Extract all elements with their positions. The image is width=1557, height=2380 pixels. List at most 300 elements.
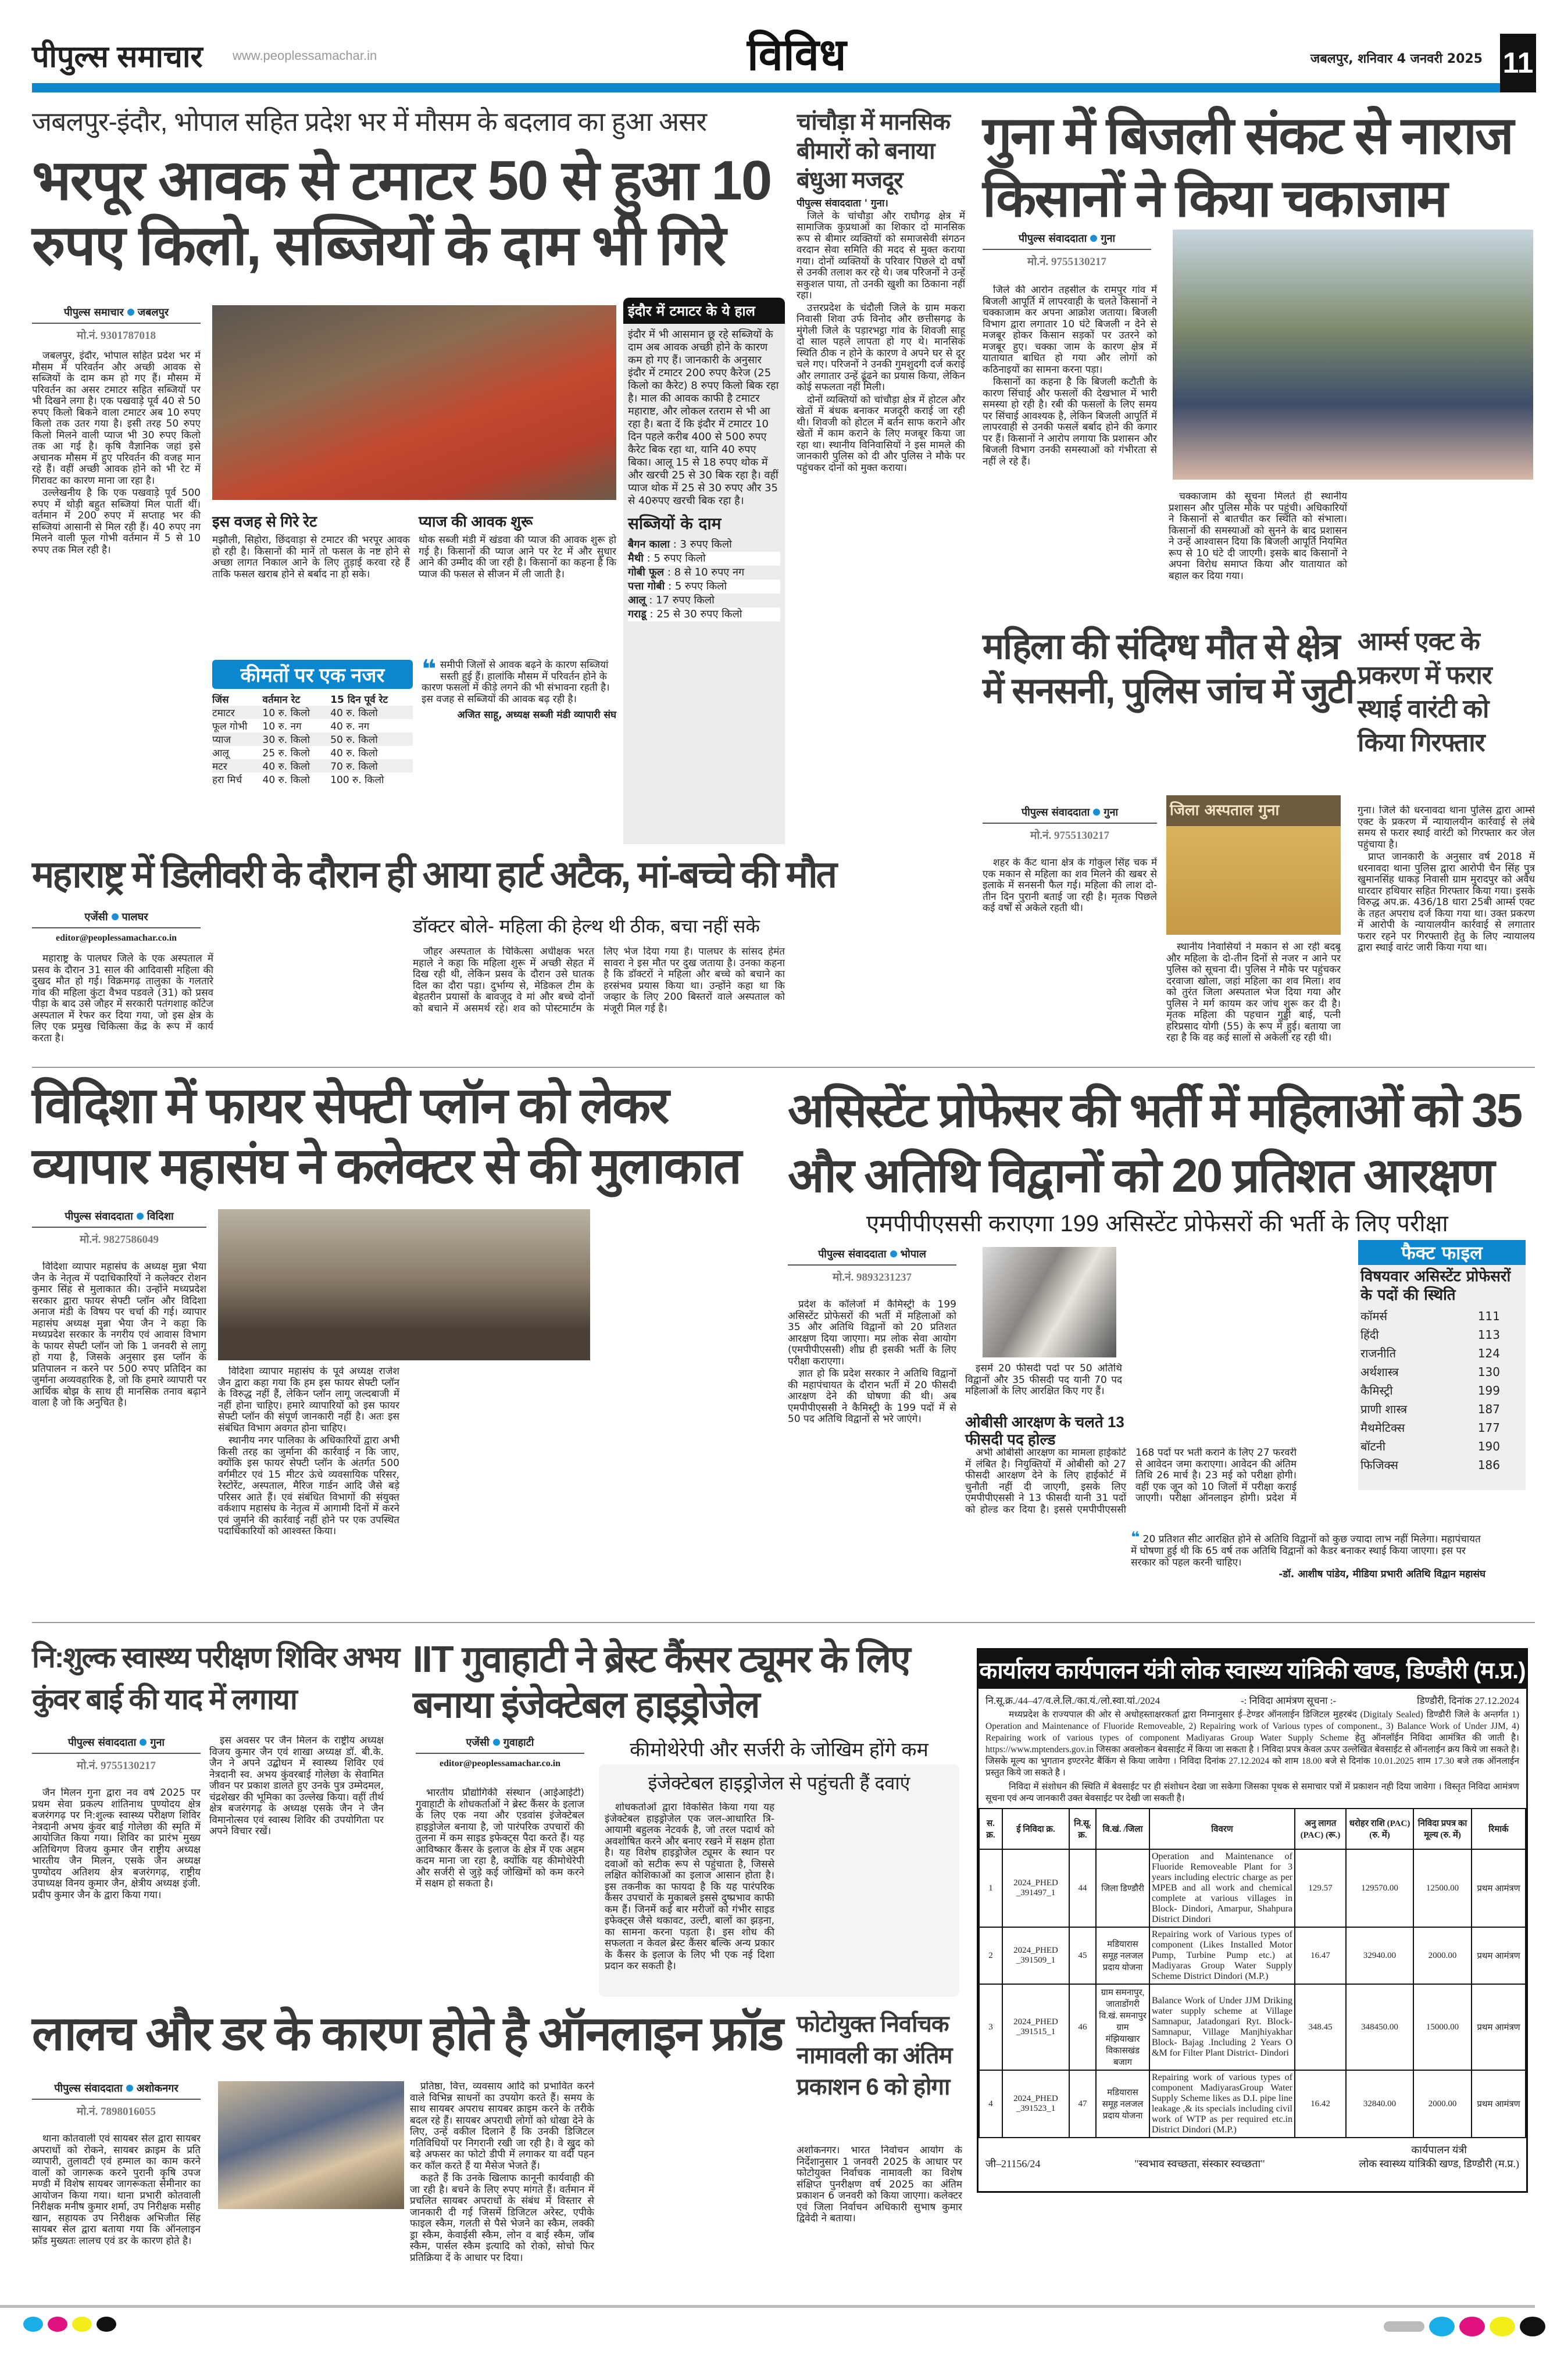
article-body — [32, 1788, 201, 1994]
item-price: : 3 रुपए किलो — [673, 538, 732, 551]
post-count: 130 — [1477, 1365, 1500, 1379]
paragraph: विदिशा व्यापार महासंघ के पूर्व अध्यक्ष राजेश जैन द्वारा कहा गया कि हम इस फायर सेफ्टी प्लॉन के विरुद्ध नहीं हैं, लेकिन प्लॉन लागू जल्दबाजी में नहीं होना चाहिए। हमारे व्यापारियों को इस फायर सेफ्टी प्लॉन की संपूर्ण जानकारी नहीं है। अतः इस संबंधित विभाग अवगत होना चाहिए। — [218, 1366, 399, 1434]
table-row — [212, 746, 413, 759]
table-header — [212, 692, 413, 706]
black-swatch — [1520, 2317, 1545, 2336]
fact-file — [1358, 1240, 1526, 1490]
paragraph: गुना। जिले की धरनावदा थाना पुलिस द्वारा आर्म्स एक्ट के प्रकरण में न्यायालयीन कार्रवाई से लंबे समय से फरार स्थाई वारंटी को गिरफ्तार कर जेल पहुंचाया है। — [1358, 805, 1535, 850]
cell: 129570.00 — [1346, 1849, 1413, 1927]
magenta-swatch — [48, 2317, 67, 2332]
cell: मटर — [212, 761, 227, 773]
price-table-title: कीमतों पर एक नजर — [212, 660, 413, 689]
price-table — [212, 692, 413, 786]
item-price: : 5 रुपए किलो — [647, 552, 706, 564]
item-name: गोबी फूल — [628, 566, 665, 578]
bullet-icon — [140, 1739, 147, 1746]
guna-byline-block — [983, 231, 1151, 269]
column-header: वि.खं. /जिला — [1096, 1809, 1149, 1849]
cell: 50 रु. किलो — [330, 734, 378, 746]
byline-source: पीपुल्स संवाददाता — [65, 1210, 133, 1223]
post-count: 199 — [1477, 1384, 1500, 1398]
list-item — [1360, 1381, 1523, 1400]
table-row — [979, 1984, 1526, 2070]
cell: 32940.00 — [1346, 1927, 1413, 1984]
byline-place: गुना — [1104, 806, 1119, 819]
list-item — [628, 594, 780, 607]
vidisha-headline: विदिशा में फायर सेफ्टी प्लॉन को लेकर व्यापार महासंघ ने कलेक्टर से की मुलाकात — [32, 1078, 740, 1194]
cell: प्रथम आमंत्रण — [1472, 2070, 1526, 2138]
guna-headline: गुना में बिजली संकट से नाराज किसानों ने किया चकाजाम — [983, 107, 1512, 228]
section-divider — [32, 1622, 1535, 1623]
subheading: प्याज की आवक शुरू — [419, 513, 533, 530]
list-item — [1360, 1418, 1523, 1437]
article-body-continued — [1166, 942, 1341, 1058]
quote-author: -डॉ. आशीष पांडेय, मीडिया प्रभारी अतिथि विद्वान महासंघ — [1279, 1568, 1485, 1580]
description: Repairing work of various types of component MadiyarasGroup Water Supply Scheme likes as D.I. pipe line leakage ,& its specials including civil work of WTP as per required etc.in District Dindori (M.P.) — [1149, 2070, 1295, 2138]
cell: 40 रु. किलो — [262, 774, 310, 786]
bullet-icon — [127, 309, 134, 316]
notice-title: -: निविदा आमंत्रण सूचना :- — [1240, 1695, 1337, 1706]
column-header: धरोहर राशि (PAC) (रु. में) — [1346, 1809, 1413, 1849]
reason-section — [212, 507, 410, 580]
meeting-photo — [218, 1209, 590, 1360]
signatory — [1359, 2143, 1519, 2171]
cell: 129.57 — [1295, 1849, 1346, 1927]
cell: 45 — [1069, 1927, 1096, 1984]
price-table-box — [212, 660, 413, 786]
cell: 348450.00 — [1346, 1984, 1413, 2070]
subject: कैमिस्ट्री — [1360, 1384, 1393, 1398]
subject: प्राणी शास्त्र — [1360, 1402, 1408, 1416]
cell: प्रथम आमंत्रण — [1472, 1849, 1526, 1927]
article-body — [32, 1262, 206, 1610]
item-name: गराडू — [628, 608, 647, 620]
tender-notice-ad — [977, 1648, 1528, 2193]
paragraph: ज्ञात हो कि प्रदेश सरकार ने अतिथि विद्वानों की महापंचायत के दौरान भर्ती में 20 फीसदी आरक्षण देने की घोषणा की थी। अब एमपीपीएससी ने कैमिस्ट्री के 199 पदों में से 50 पद अतिथि विद्वानों से भरे जाएंगे। — [788, 1368, 956, 1425]
post-count: 124 — [1477, 1346, 1500, 1360]
article-body-continued — [1169, 491, 1535, 590]
section-title: विविध — [747, 30, 847, 80]
mahila-byline-block — [983, 805, 1157, 842]
cell: 40 रु. किलो — [330, 748, 378, 759]
paragraph: विदिशा व्यापार महासंघ के अध्यक्ष मुन्ना भैया जैन के नेतृत्व में पदाधिकारियों ने कलेक्टर रोशन कुमार सिंह से मुलाकात की। उन्होंने मध्यप्रदेश सरकार द्वारा फायर सेफ्टी प्लॉन और विदिशा अनाज मंडी के विषय पर चर्चा की गई। व्यापार महासंघ अध्यक्ष मुन्ना भैया जैन ने कहा कि मध्यप्रदेश सरकार के नगरीय एवं आवास विभाग के फायर सेफ्टी प्लॉन जो कि 1 जनवरी से लागू हो गया है, जिसके अनुसार इस प्लॉन के प्रतिपालन न करने पर 500 रुपए प्रतिदिन का जुर्माना अव्यवहारिक है, जो कि हमारे व्यापारी पर आर्थिक बोझ के साथ ही मानसिक तनाव बढ़ाने वाला है जो कि अनुचित है। — [32, 1262, 206, 1409]
byline-source: पीपुल्स संवाददाता — [818, 1248, 887, 1260]
list-item — [1360, 1344, 1523, 1363]
indore-sidebar — [623, 298, 785, 844]
article-body-continued — [209, 1735, 384, 1994]
email-link[interactable]: editor@peoplessamachar.co.in — [55, 933, 177, 943]
subsection-text: मझौली, सिहोरा, छिंदवाड़ा से टमाटर की भरपूर आवक हो रही है। किसानों की मानें तो फसल के नष्ट होने से अच्छा लागत निकाल आने के लिए तुड़ाई करवा रहे हैं ताकि फसल खराब होने से बर्बाद ना हो सके। — [212, 534, 410, 580]
list-item — [628, 552, 780, 566]
subject: कॉमर्स — [1360, 1309, 1388, 1323]
asst-prof-subhead: एमपीपीएससी कराएगा 199 असिस्टेंट प्रोफेसरों की भर्ती के लिए परीक्षा — [866, 1211, 1448, 1237]
byline-source: पीपुल्स समाचार — [63, 306, 124, 319]
email-link[interactable]: editor@peoplessamachar.co.in — [439, 1759, 561, 1768]
iit-box — [599, 1764, 959, 1997]
footer-rule — [0, 2305, 1535, 2308]
mobile-number: मो.नं. 7898016055 — [76, 2106, 156, 2118]
arms-headline: आर्म्स एक्ट के प्रकरण में फरार स्थाई वारंटी को किया गिरफ्तार — [1358, 627, 1492, 757]
mobile-number: मो.नं. 9301787018 — [76, 330, 156, 342]
paragraph: प्रतिष्ठा, वित्त, व्यवसाय आदि को प्रभावित करने वाले विभिन्न साधनों का उपयोग करते हैं। समय के साथ सायबर अपराध सायबर क्राइम करने के तरीके बदल रहे हैं। सायबर अपराधी लोगों को धोखा देने के लिए, उन्हें वकील दिलाने हैं कि उनकी डिजिटल गतिविधियों पर निगरानी रखी जा रही है। वे खुद को बड़े अफसर का फोटो डीपी में लगाकर या वर्दी पहन कर कॉल करते हैं या मैसेज भेजते हैं। — [410, 2081, 594, 2172]
byline-source: पीपुल्स संवाददाता — [1018, 233, 1087, 245]
section-divider — [32, 1067, 1535, 1068]
item-name: पत्ता गोबी — [628, 580, 665, 592]
bullet-icon — [493, 1739, 500, 1746]
fact-file-list — [1358, 1307, 1526, 1474]
post-count: 113 — [1477, 1328, 1500, 1342]
byline-place: अशोकनगर — [136, 2082, 178, 2095]
obc-subheading: ओबीसी आरक्षण के चलते 13 फीसदी पद होल्ड — [965, 1413, 1124, 1448]
tomato-market-photo — [212, 305, 616, 500]
paragraph: उत्तरप्रदेश के चंदौली जिले के ग्राम मकरा निवासी शिवा उर्फ विनोद और छत्तीसगढ़ के मुंगेली जिले के पड़ारभट्ठा गांव के शिवजी साहू दो साल पहले लापता हो गए थे। मानसिक स्थिति ठीक न होने के कारण वे अपने घर से दूर चले गए। परिजनों ने उनकी गुमशुदगी दर्ज कराई और लगातार उन्हें ढूंढने का प्रयास किया, लेकिन कोई सफलता नहीं मिली। — [797, 302, 965, 393]
tender-footer — [979, 2138, 1526, 2175]
list-item — [1360, 1325, 1523, 1344]
seminar-photo — [218, 2081, 404, 2209]
notice-date: डिण्डौरी, दिनांक 27.12.2024 — [1416, 1695, 1519, 1706]
byline — [32, 1735, 201, 1754]
byline — [416, 1735, 584, 1754]
veg-prices-list — [623, 538, 785, 621]
tender-ref-row — [979, 1689, 1526, 1708]
byline — [32, 910, 201, 928]
paragraph: जैन मिलन गुना द्वारा नव वर्ष 2025 पर प्रथम सेवा प्रकल्प शांतिनाथ पुण्योदय क्षेत्र बजरंगगढ़ पर नि:शुल्क स्वास्थ्य परीक्षण शिविर नेत्रदानी अभय कुंवर बाई गोलेछा की स्मृति में आयोजित किया गया। शिविर का प्रारंभ मुख्य अतिथिगण विजय कुमार जैन राष्ट्रीय अध्यक्ष भारतीय जैन मिलन, एसके जैन अध्यक्ष पुण्योदय अतिशय क्षेत्र बजरंगगढ़, राष्ट्रीय उपाध्यक्ष विनय कुमार जैन, क्षेत्रीय अध्यक्ष इंजी. प्रदीप कुमार जैन के द्वारा किया गया। — [32, 1788, 201, 1901]
byline: पीपुल्स संवाददाता ' गुना। — [797, 198, 888, 209]
cell: 40 रु. नग — [330, 721, 370, 732]
article-headline: चांचौड़ा में मानसिक बीमारों को बनाया बंधुआ मजदूर — [797, 109, 951, 193]
column-header: नि.सू. क्र. — [1069, 1809, 1096, 1849]
paragraph: जबलपुर, इंदौर, भोपाल सहित प्रदेश भर में मौसम में परिवर्तन और अच्छी आवक से सब्जियों के दाम कम हो गए हैं। मौसम में परिवर्तन का असर टमाटर सहित सब्जियों पर भी दिखने लगा है। एक पखवाड़े पूर्व 40 से 50 रुपए किलो बिकने वाला टमाटर अब 10 रुपए किलो तक उतर गया है। इसी तरह 50 रुपए किलो मिलने वाली प्याज भी 30 रुपए किलो तक आ गई है। कृषि वैज्ञानिक जहां इसे अचानक मौसम में हुए परिवर्तन की वजह मान रहे हैं। वहीं अच्छी आवक होने को भी रेट में गिरावट का कारण माना जा रहा है। — [32, 351, 201, 487]
column-header: स. क्र. — [979, 1809, 1002, 1849]
iit-byline-block — [416, 1735, 584, 1769]
signatory-title: कार्यपालन यंत्री — [1411, 2144, 1467, 2156]
article-body — [797, 198, 965, 474]
magenta-swatch — [1459, 2317, 1485, 2336]
column-header: विवरण — [1149, 1809, 1295, 1849]
paragraph: अशोकनगर। भारत निर्वाचन आयोग के निर्देशानुसार 1 जनवरी 2025 के आधार पर फोटोयुक्त निर्वाचक नामावली का विशेष संक्षिप्त पुनरीक्षण वर्ष 2025 का अंतिम प्रकाशन 6 जनवरी को किया जाएगा। कलेक्टर एवं जिला निर्वाचन अधिकारी सुभाष कुमार द्विवेदी ने बताया। — [797, 2145, 962, 2224]
mobile-number: मो.नं. 9755130217 — [1027, 256, 1107, 268]
quote-icon: ❝ — [1131, 1529, 1140, 1546]
sidebar-title: इंदौर में टमाटर के ये हाल — [623, 298, 785, 324]
article-body — [983, 285, 1157, 590]
cell: 3 — [979, 1984, 1002, 2070]
list-item — [1360, 1437, 1523, 1456]
paragraph: महाराष्ट्र के पालघर जिले के एक अस्पताल में प्रसव के दौरान 31 साल की आदिवासी महिला की दुखद मौत हो गई। विक्रमगढ़ तालुका के गलतारे गांव की महिला कुंटा वैभव पडवले (31) को प्रसव पीड़ा के बाद उसे जौहर में सरकारी पतंगशाह कॉटेज अस्पताल में रेफर कर दिया गया, जो इस क्षेत्र के लिए एक प्रमुख चिकित्सा केंद्र के रूप में कार्य करता है। — [32, 953, 213, 1044]
paragraph: इस अवसर पर जैन मिलन के राष्ट्रीय अध्यक्ष विजय कुमार जैन एवं शाखा अध्यक्ष डॉ. बी.के. जैन ने अपने उद्बोधन में स्वास्थ्य शिविर एवं नेत्रदानी स्व. अभय कुंवरबाई गोलेछा के सेवामित जीवन पर प्रकाश डालते हुए उनके पुत्र उम्मेदमल, चंद्रशेखर की भूमिका का उल्लेख किया। वहीं तीर्थ क्षेत्र बजरंगगढ़ के अध्यक्ष एसके जैन ने जैन विमानोत्सव एवं स्वास्थ शिविर की उपयोगिता पर अपने विचार रखें। — [209, 1735, 384, 1837]
maharashtra-headline: महाराष्ट्र में डिलीवरी के दौरान ही आया हार्ट अटैक, मां-बच्चे की मौत — [32, 853, 836, 895]
quote-icon: ❝ — [422, 655, 437, 684]
byline — [983, 231, 1151, 250]
column-header: अनु लागत (PAC) (रू.) — [1295, 1809, 1346, 1849]
cell: 15000.00 — [1413, 1984, 1472, 2070]
hospital-sign: जिला अस्पताल गुना — [1170, 802, 1280, 819]
byline — [32, 1209, 206, 1228]
cell: 16.47 — [1295, 1927, 1346, 1984]
byline — [32, 2081, 201, 2100]
bullet-icon — [112, 913, 119, 920]
list-item — [628, 580, 780, 594]
onion-section — [419, 507, 616, 580]
post-count: 186 — [1477, 1458, 1500, 1472]
paragraph: स्थानीय नगर पालिका के अधिकारियों द्वारा अभी किसी तरह का जुर्माना की कार्रवाई न कि जाए, क्योंकि इस फायर सेफ्टी प्लॉन के अंतर्गत 500 वर्गमीटर एवं 15 मीटर ऊंचे व्यवसायिक परिसर, रेस्टोरेंट, अस्पताल, मैरिज गार्डन आदि जैसे बड़े परिसर आते हैं। एवं संबंधित विभागों की संयुक्त वर्कशाप महासंघ के नेतृत्व में आगामी दिनों में करने एवं जुर्माने की कार्रवाई नहीं होने पर एक उपस्थित पदाधिकारियों को आश्वस्त किया। — [218, 1435, 399, 1537]
description: Balance Work of Under JJM Driking water supply scheme at Village Samnapur, Jatadongari Ryt. Block- Samnapur, Village Manjhiyakhar Block- Bajag .Including 2 Years O &M for Filter Plant District- Dindori — [1149, 1984, 1295, 2070]
box-title: इंजेक्टेबल हाइड्रोजेल से पहुंचती हैं दवाएं — [648, 1773, 910, 1793]
cell: प्रथम आमंत्रण — [1472, 1927, 1526, 1984]
fact-file-title: फैक्ट फाइल — [1358, 1240, 1526, 1265]
slogan: "स्वभाव स्वच्छता, संस्कार स्वच्छता" — [1134, 2158, 1265, 2170]
cell: 2 — [979, 1927, 1002, 1984]
voter-body — [797, 2145, 962, 2302]
cell: 16.42 — [1295, 2070, 1346, 2138]
byline-source: पीपुल्स संवाददाता — [54, 2082, 123, 2095]
article-body — [788, 1299, 956, 1610]
article-body-continued — [218, 1366, 590, 1610]
cell: 12500.00 — [1413, 1849, 1472, 1927]
logo: पीपुल्स समाचार — [32, 40, 203, 74]
table-row — [212, 773, 413, 786]
column-header: रिमार्क — [1472, 1809, 1526, 1849]
table-row — [979, 1927, 1526, 1984]
byline-place: जबलपुर — [137, 306, 169, 319]
section-text — [413, 946, 785, 1057]
signatory-office: लोक स्वास्थ्य यांत्रिकी खण्ड, डिण्डौरी (म.प्र.) — [1359, 2158, 1519, 2170]
veg-prices-title: सब्जियों के दाम — [628, 514, 722, 533]
arms-body — [1358, 805, 1535, 1058]
tender-id: 2024_PHED _391523_1 — [1002, 2070, 1069, 2138]
item-name: मैथी — [628, 552, 644, 564]
paragraph: जिले के चांचौड़ा और राघौगढ़ क्षेत्र में सामाजिक कुप्रथाओं का शिकार दो मानसिक रूप से बीमार व्यक्तियों को समाजसेवी संगठन वरदान सेवा समिति की मदद से मुक्त कराया गया। दोनों व्यक्तियों के परिवार पिछले दो वर्षों से उनकी तलाश कर रहे थे। जब परिजनों ने उन्हें सकुशल पाया, तो उनकी खुशी का ठिकाना नहीं रहा। — [797, 210, 965, 301]
tender-title: कार्यालय कार्यपालन यंत्री लोक स्वास्थ्य यांत्रिकी खण्ड, डिण्डौरी (म.प्र.) — [979, 1650, 1526, 1689]
byline-place: गुना — [1101, 233, 1116, 245]
paragraph: उल्लेखनीय है कि एक पखवाड़े पूर्व 500 रुपए में थोड़ी बहुत सब्जियां मिल पातीं थीं। वर्तमान में 200 रुपए में सप्ताह भर की सब्जियां आसानी से मिल रही हैं। 40 रुपए नग मिलने वाली फूल गोभी वर्तमान में 5 से 10 रुपए तक मिल रही है। — [32, 487, 201, 556]
article-body — [32, 351, 201, 850]
item-name: बैगन काला — [628, 538, 670, 551]
subject: राजनीति — [1360, 1346, 1397, 1360]
cyan-swatch — [1429, 2317, 1455, 2336]
byline — [788, 1247, 956, 1266]
cell: मडियारास समूह नलजल प्रदाय योजना — [1096, 1927, 1149, 1984]
byline-source: पीपुल्स संवाददाता — [1021, 806, 1090, 819]
cell: 47 — [1069, 2070, 1096, 2138]
cell: 70 रु. किलो — [330, 761, 378, 773]
mahila-headline: महिला की संदिग्ध मौत से क्षेत्र में सनसनी, पुलिस जांच में जुटी — [983, 627, 1354, 711]
cell: 32840.00 — [1346, 2070, 1413, 2138]
cell: प्रथम आमंत्रण — [1472, 1984, 1526, 2070]
cell: 25 रु. किलो — [262, 748, 310, 759]
page-number: 11 — [1500, 34, 1536, 92]
subject: अर्थशास्त्र — [1360, 1365, 1399, 1379]
quote-author: अजित साहू, अध्यक्ष सब्जी मंडी व्यापारी संघ — [457, 709, 616, 721]
asst-prof-byline-block — [788, 1247, 956, 1284]
subject: फिजिक्स — [1360, 1458, 1398, 1472]
cell: ग्राम समनापुर, जाताडोंगरी वि.खं. समनापुर ग्राम मंझियाखार विकासखंड बजाग — [1096, 1984, 1149, 2070]
byline — [32, 305, 201, 324]
yellow-swatch — [1490, 2317, 1515, 2336]
cell: 100 रु. किलो — [330, 774, 384, 786]
article-body — [32, 953, 404, 1058]
chanchoda-article — [797, 108, 965, 1061]
subject: बॉटनी — [1360, 1439, 1385, 1453]
item-price: : 17 रुपए किलो — [649, 594, 715, 606]
black-swatch — [97, 2317, 116, 2332]
item-price: : 25 से 30 रुपए किलो — [649, 608, 742, 620]
column-header: वर्तमान रेट — [262, 694, 301, 706]
paragraph: थाना कोतवाली एवं सायबर सेल द्वारा सायबर अपराधों को रोकने, सायबर क्राइम के प्रति व्यापारी, तुलावटी एवं हम्माल का काम करने वालों को जागरूक करने पुरानी कृषि उपज मण्डी में विशेष सायबर जागरूकता सेमीनार का आयोजन किया गया। थाना प्रभारी कोतवाली निरीक्षक मनीष कुमार शर्मा, उप निरीक्षक मसीह खान, सहायक उप निरीक्षक अभिजीत सिंह सायबर सेल द्वारा बताया गया कि ऑनलाइन फ्रॉड मुख्यतः लालच एवं डर के कारण होते है। — [32, 2134, 201, 2247]
cell: हरा मिर्च — [212, 774, 242, 786]
dateline: जबलपुर, शनिवार 4 जनवरी 2025 — [1310, 52, 1483, 66]
tomato-headline: भरपूर आवक से टमाटर 50 से हुआ 10 रुपए किलो, सब्जियों के दाम भी गिरे — [32, 149, 772, 277]
list-item — [1360, 1400, 1523, 1418]
nishulk-headline: नि:शुल्क स्वास्थ्य परीक्षण शिविर अभय कुंवर बाई की याद में लगाया — [32, 1641, 399, 1716]
pull-quote — [1131, 1529, 1485, 1580]
byline-block — [32, 910, 201, 944]
subject: मैथमेटिक्स — [1360, 1421, 1405, 1435]
bullet-icon — [126, 2085, 133, 2092]
reference-number: नि.सू.क्र./44–47/व.ले.लि./का.यं./लो.स्वा.यां./2024 — [985, 1695, 1160, 1706]
doctor-section — [413, 910, 785, 1057]
cell: 4 — [979, 2070, 1002, 2138]
tender-paragraph: निविदा में संशोधन की स्थिति में बेवसाईट पर ही संशोधन देखा जा सकेगा जिसका पृथक से समाचार पत्रों में प्रकाशन नही दिया जावेगा । विस्तृत निविदा आमंत्रण सूचना एवं अन्य जानकारी उक्त बेवसाईट पर देखी जा सकती है। — [985, 1782, 1519, 1803]
byline-place: गुवाहाटी — [503, 1736, 534, 1749]
list-item — [1360, 1456, 1523, 1474]
subject: हिंदी — [1360, 1328, 1379, 1342]
quote-text: समीपी जिलों से आवक बढ़ने के कारण सब्जियां सस्ती हुई हैं। हालांकि मौसम में परिवर्तन होने के कारण फसलों में कीड़े लगने की भी संभावना रहती है। इस वजह से सब्जियों की आवक बढ़ रही है। — [422, 659, 610, 705]
list-item — [628, 538, 780, 552]
tender-id: 2024_PHED _391515_1 — [1002, 1984, 1069, 2070]
cell: टमाटर — [212, 707, 235, 719]
header-rule — [32, 83, 1500, 92]
mobile-number: मो.नं. 9755130217 — [1030, 830, 1110, 842]
paragraph: प्राप्त जानकारी के अनुसार वर्ष 2018 में धरनावदा थाना पुलिस द्वारा आरोपी चैन सिंह पुत्र खुमानसिंह धाकड़ निवासी ग्राम मुरादपुर को अवैध धारदार हथियार सहित गिरफ्तार किया गया। इसके विरुद्ध अप.क्र. 436/18 धारा 25बी आर्म्स एक्ट के तहत अपराध दर्ज किया गया था। उक्त प्रकरण में आरोपी के न्यायालयीन कार्रवाई से लगातार फरार रहने पर गिरफ्तारी हेतु के लिए न्यायालय द्वारा स्थाई वारंट जारी किया गया था। — [1358, 851, 1535, 953]
yellow-swatch — [72, 2317, 92, 2332]
column-header: ई निविदा क्र. — [1002, 1809, 1069, 1849]
lalach-byline-block — [32, 2081, 201, 2118]
article-body — [416, 1788, 584, 1994]
byline-source: एजेंसी — [466, 1736, 490, 1749]
paragraph: जौहर अस्पताल के चिकित्सा अधीक्षक भरत महाले ने कहा कि महिला शुरू में अच्छी सेहत में दिख रही थी, लेकिन प्रसव के दौरान उसे घातक दिल का दौरा पड़ा। दुर्भाग्य से, मेडिकल टीम के बेहतरीन प्रयासों के बावजूद वे मां और बच्चे दोनों को बचाने में असमर्थ रहे। शव को पोस्टमार्टम के लिए भेज दिया गया है। पालघर के सांसद हेमंत सावरा ने इस मौत पर दुख जताया है। उनका कहना है कि डॉक्टरों ने महिला और बच्चे को बचाने का हरसंभव प्रयास किया था। उन्होंने कहा था कि जव्हार के लिए 200 बिस्तरों वाले अस्पताल को मंजूरी मिल गई है। — [413, 946, 785, 1014]
post-count: 177 — [1477, 1421, 1500, 1435]
cell: 46 — [1069, 1984, 1096, 2070]
article-body-continued — [965, 1363, 1122, 1410]
item-name: आलू — [628, 594, 646, 606]
list-item — [1360, 1363, 1523, 1381]
cell: 10 रु. नग — [262, 721, 302, 732]
paragraph: जिले की आरोन तहसील के रामपुर गांव में बिजली आपूर्ति में लापरवाही के चलते किसानों ने चक्काजाम कर अपना आक्रोश जताया। बिजली विभाग द्वारा लगातार 10 घंटे बिजली न देने से मजबूर होकर किसान सड़कों पर उतरने को मजबूर हुए। चक्का जाम के कारण क्षेत्र में यातायात बाधित हो गया और लोगों को कठिनाइयों का सामना करना पड़ा। — [983, 285, 1157, 376]
byline-place: पालघर — [122, 911, 148, 923]
cell: फूल गोभी — [212, 721, 248, 732]
tender-paragraph: मध्यप्रदेश के राज्यपाल की ओर से अधोहस्ताक्षरकर्ता द्वारा निम्नानुसार ई–टेण्डर ऑनलाईन डिजिटल मुहरबंद (Digitaly Sealed) डिण्डौरी जिले के अन्तर्गत 1) Operation and Maintenance of Fluoride Removeable, 2) Repairing work of Various types of component., 3) Balance Work of Under JJM, 4) Repairing work of various types of component Madiyaras Group Water Supply Scheme हेतु ऑनलॉईन निविदा आमंत्रित की जाती है। https://www.mptenders.gov.in जिसका अवलोकन बेवसाईट में किया जा सकता है । निविदा प्रपत्र केवल ऊपर उल्लेखित बेवसाईट से ऑनलाईन क्रय किये जा सकते है। जिसके मूल्य का भुगतान इण्टरनेट बैंकिंग से किया जावेगा । निविदा दिनांक 27.12.2024 को शाम 18.00 बजे से दिनांक 10.01.2025 शाम 17.30 बजे तक ऑनलाईन प्रस्तुत किये जा सकते है । — [985, 1710, 1519, 1778]
fact-file-subtitle: विषयवार असिस्टेंट प्रोफेसरों के पदों की स्थिति — [1360, 1268, 1511, 1304]
list-item — [1360, 1307, 1523, 1325]
table-row — [979, 2070, 1526, 2138]
tender-id: 2024_PHED _391509_1 — [1002, 1927, 1069, 1984]
vidisha-byline-block — [32, 1209, 206, 1246]
cell: आलू — [212, 748, 229, 759]
cell: 30 रु. किलो — [262, 734, 310, 746]
post-count: 187 — [1477, 1402, 1500, 1416]
cell: 348.45 — [1295, 1984, 1346, 2070]
registration-marks-left — [23, 2317, 116, 2332]
tomato-byline-block — [32, 305, 201, 850]
paragraph: किसानों का कहना है कि बिजली कटौती के कारण सिंचाई और फसलों की देखभाल में भारी समस्या हो रही है। रबी की फसलों के लिए समय पर सिंचाई आवश्यक है, लेकिन बिजली आपूर्ति में लापरवाही से उनकी फसलें बर्बाद होने की कगार पर हैं। किसानों ने आरोप लगाया कि प्रशासन और बिजली विभाग उनकी समस्याओं को गंभीरता से नहीं ले रहे हैं। — [983, 376, 1157, 467]
mobile-number: मो.नं. 9827586049 — [79, 1234, 159, 1246]
gray-swatch — [1384, 2321, 1424, 2332]
cell: 40 रु. किलो — [330, 707, 378, 719]
mobile-number: मो.नं. 9893231237 — [832, 1271, 912, 1284]
tender-id: 2024_PHED _391497_1 — [1002, 1849, 1069, 1927]
website-link[interactable]: www.peoplessamachar.in — [233, 48, 377, 63]
tomato-kicker: जबलपुर-इंदौर, भोपाल सहित प्रदेश भर में मौसम के बदलाव का हुआ असर — [32, 106, 707, 137]
paragraph: इसमें 20 फीसदी पदों पर 50 अतिथि विद्वानों और 35 फीसदी पद यानी 70 पद महिलाओं के लिए आरक्षित किए गए हैं। — [965, 1363, 1122, 1397]
cell: 2000.00 — [1413, 1927, 1472, 1984]
iit-subhead: कीमोथेरेपी और सर्जरी के जोखिम होंगे कम — [630, 1739, 929, 1761]
paragraph: अभी ओबीसी आरक्षण का मामला हाईकोर्ट में लंबित है। नियुक्तियों में ओबीसी को 27 फीसदी आरक्षण देने के लिए हाईकोर्ट में चुनौती नहीं दी जाएगी, इसके लिए एमपीपीएससी ने 13 फीसदी यानी 31 पदों को होल्ड कर दिया है। इससे एमपीपीएससी 168 पदों पर भर्ती कराने के लिए 27 फरवरी से आवेदन जमा कराएगा। आवेदन की अंतिम तिथि 26 मार्च है। 23 मई को परीक्षा होगी। वहीं एक जून को 10 जिलों में परीक्षा कराई जाएगी। परीक्षा ऑनलाइन होगी। प्रदेश में — [965, 1448, 1297, 1516]
post-count: 111 — [1477, 1309, 1500, 1323]
maharashtra-article — [32, 910, 404, 944]
table-row — [212, 719, 413, 732]
subheading: इस वजह से गिरे रेट — [212, 513, 317, 530]
column-header: 15 दिन पूर्व रेट — [330, 694, 388, 706]
item-price: : 5 रुपए किलो — [668, 580, 727, 592]
cell: 10 रु. किलो — [262, 707, 310, 719]
subheading: डॉक्टर बोले- महिला की हेल्थ थी ठीक, बचा नहीं सके — [413, 916, 760, 937]
table-header — [979, 1809, 1526, 1849]
cell: प्याज — [212, 734, 231, 746]
post-count: 190 — [1477, 1439, 1500, 1453]
cell: 1 — [979, 1849, 1002, 1927]
nishulk-byline-block — [32, 1735, 201, 1773]
farmers-protest-photo — [1173, 230, 1533, 480]
description: Repairing work of Various types of component (Likes Installed Motor Pump, Turbine Pump etc.) at Madiyaras Group Water Supply Scheme District Dindori (M.P.) — [1149, 1927, 1295, 1984]
item-price: : 8 से 10 रुपए नग — [667, 566, 745, 578]
paragraph: भारतीय प्रौद्योगिकी संस्थान (आईआईटी) गुवाहाटी के शोधकर्ताओं ने ब्रेस्ट कैंसर के इलाज के लिए एक नया और एडवांस इंजेक्टेबल हाइड्रोजेल बनाया है, जो पारंपरिक उपचारों की तुलना में कम साइड इफेक्ट्स पैदा करते हैं। यह आविष्कार कैंसर के इलाज के क्षेत्र में एक अहम कदम माना जा रहा है, क्योंकि यह कीमोथेरेपी और सर्जरी से जुड़े कई जोखिमों को कम करने में सक्षम हो सकता है। — [416, 1788, 584, 1889]
bullet-icon — [1090, 235, 1097, 242]
mobile-number: मो.नं. 9755130217 — [76, 1760, 156, 1772]
cell: 44 — [1069, 1849, 1096, 1927]
hospital-photo — [1166, 795, 1341, 935]
obc-text — [965, 1448, 1297, 1523]
paragraph: चक्काजाम की सूचना मिलते ही स्थानीय प्रशासन और पुलिस मौके पर पहुंची। अधिकारियों ने किसानों से बातचीत कर स्थिति को संभाला। किसानों की समस्याओं को सुनने के बाद प्रशासन ने उन्हें आश्वासन दिया कि बिजली आपूर्ति नियमित रूप से 10 घंटे दी जाएगी। इसके बाद किसानों ने अपना विरोध समाप्त किया और यातायात को बहाल कर दिया गया। — [1169, 491, 1347, 582]
table-row — [212, 732, 413, 746]
byline-place: गुना — [150, 1736, 165, 1749]
voter-headline: फोटोयुक्त निर्वाचक नामावली का अंतिम प्रकाशन 6 को होगा — [797, 2011, 952, 2100]
cell: जिला डिण्डौरी — [1096, 1849, 1149, 1927]
ad-code: जी–21156/24 — [985, 2158, 1041, 2170]
subsection-text: थोक सब्जी मंडी में खंडवा की प्याज की आवक शुरू हो गई है। किसानों की प्याज आने पर रेट में और सुधार आने की उम्मीद की जा रही है। किसानों का कहना है कि प्याज की फसल से सीजन में ली जाती है। — [419, 534, 616, 580]
cell: 40 रु. किलो — [262, 761, 310, 773]
article-body — [32, 2134, 201, 2302]
paragraph: प्रदेश के कॉलेजों में कैमिस्ट्री के 199 असिस्टेंट प्रोफेसरों की भर्ती में महिलाओं को 35 और अतिथि विद्वानों को 20 प्रतिशत आरक्षण दिया जाएगा। मप्र लोक सेवा आयोग (एमपीपीएससी) शीघ्र ही इसकी भर्ती के लिए परीक्षा कराएगा। — [788, 1299, 956, 1367]
byline-place: भोपाल — [900, 1248, 926, 1260]
cell: मडियारास समूह नलजल प्रदाय योजना — [1096, 2070, 1149, 2138]
byline — [983, 805, 1157, 824]
registration-marks — [1384, 2317, 1545, 2336]
byline-source: एजेंसी — [84, 911, 108, 923]
article-body-continued — [410, 2081, 788, 2302]
paragraph: दोनों व्यक्तियों को चांचौड़ा क्षेत्र में होटल और खेतों में बंधक बनाकर मजदूरी कराई जा रही थी। शिवजी को होटल में बर्तन साफ कराने और खेतों में काम कराने के लिए मजबूर किया जा रहा था। स्थानीय विनिवासियों ने इस मामले की जानकारी पुलिस को दी और पुलिस ने मौके पर पहुंचकर दोनों को मुक्त कराया। — [797, 394, 965, 474]
iit-headline: IIT गुवाहाटी ने ब्रेस्ट कैंसर ट्यूमर के लिए बनाया इंजेक्टेबल हाइड्रोजेल — [413, 1638, 910, 1725]
cyan-swatch — [23, 2317, 43, 2332]
paragraph: शोधकर्ताओं द्वारा विकसित किया गया यह इंजेक्टेबल हाइड्रोजेल एक जल-आधारित त्रि-आयामी बहुलक नेटवर्क है, जो तरल पदार्थ को अवशोषित करने और बनाए रखने में सक्षम होता है। यह विशेष हाइड्रोजेल ट्यूमर के स्थान पर दवाओं को सटीक रूप से पहुंचाता है, जिससे लक्षित कोशिकाओं का इलाज आसान होता है। इस तकनीक का फायदा है कि यह पारंपरिक कैंसर उपचारों के मुकाबले इससे दुष्प्रभाव काफी कम हैं। जिनमें कई बार मरीजों को गंभीर साइड इफेक्ट्स जैसे थकावट, उल्टी, बालों का झड़ना, का सामना करना पड़ता है। इस शोध की सफलता न केवल ब्रेस्ट कैंसर बल्कि अन्य प्रकार के कैंसर के इलाज के लिए भी एक नई दिशा प्रदान कर सकती है। — [605, 1802, 774, 1972]
professor-photo — [983, 1247, 1116, 1357]
lalach-headline: लालच और डर के कारण होते है ऑनलाइन फ्रॉड — [32, 2007, 782, 2060]
byline-source: पीपुल्स संवाददाता — [67, 1736, 137, 1749]
list-item — [628, 607, 780, 621]
quote-box — [422, 655, 616, 721]
paragraph: शहर के कैंट थाना क्षेत्र के गोकुल सिंह चक में एक मकान से महिला का शव मिलने की खबर से इलाके में सनसनी फैल गई। महिला की लाश दो-तीन दिन पुरानी बताई जा रही है। मृतक पिछले कई वर्षों से अकेले रहती थी। — [983, 857, 1157, 914]
column-header: निविदा प्रपत्र का मूल्य (रु. में) — [1413, 1809, 1472, 1849]
paragraph: स्थानीय निवासियों ने मकान से आ रही बदबू और महिला के दो-तीन दिनों से नजर न आने पर पुलिस को सूचना दी। पुलिस ने मौके पर पहुंचकर दरवाजा खोला, जहां महिला का शव मिला। शव को तुरंत जिला अस्पताल भेज दिया गया और पुलिस ने मर्ग कायम कर जांच शुरू कर दी है। मृतक महिला की पहचान गुड्डी बाई, पत्नी हरिप्रसाद योगी (55) के रूप में हुई। बताया जा रहा है कि वह कई सालों से अकेली रह रही थी। — [1166, 942, 1341, 1044]
